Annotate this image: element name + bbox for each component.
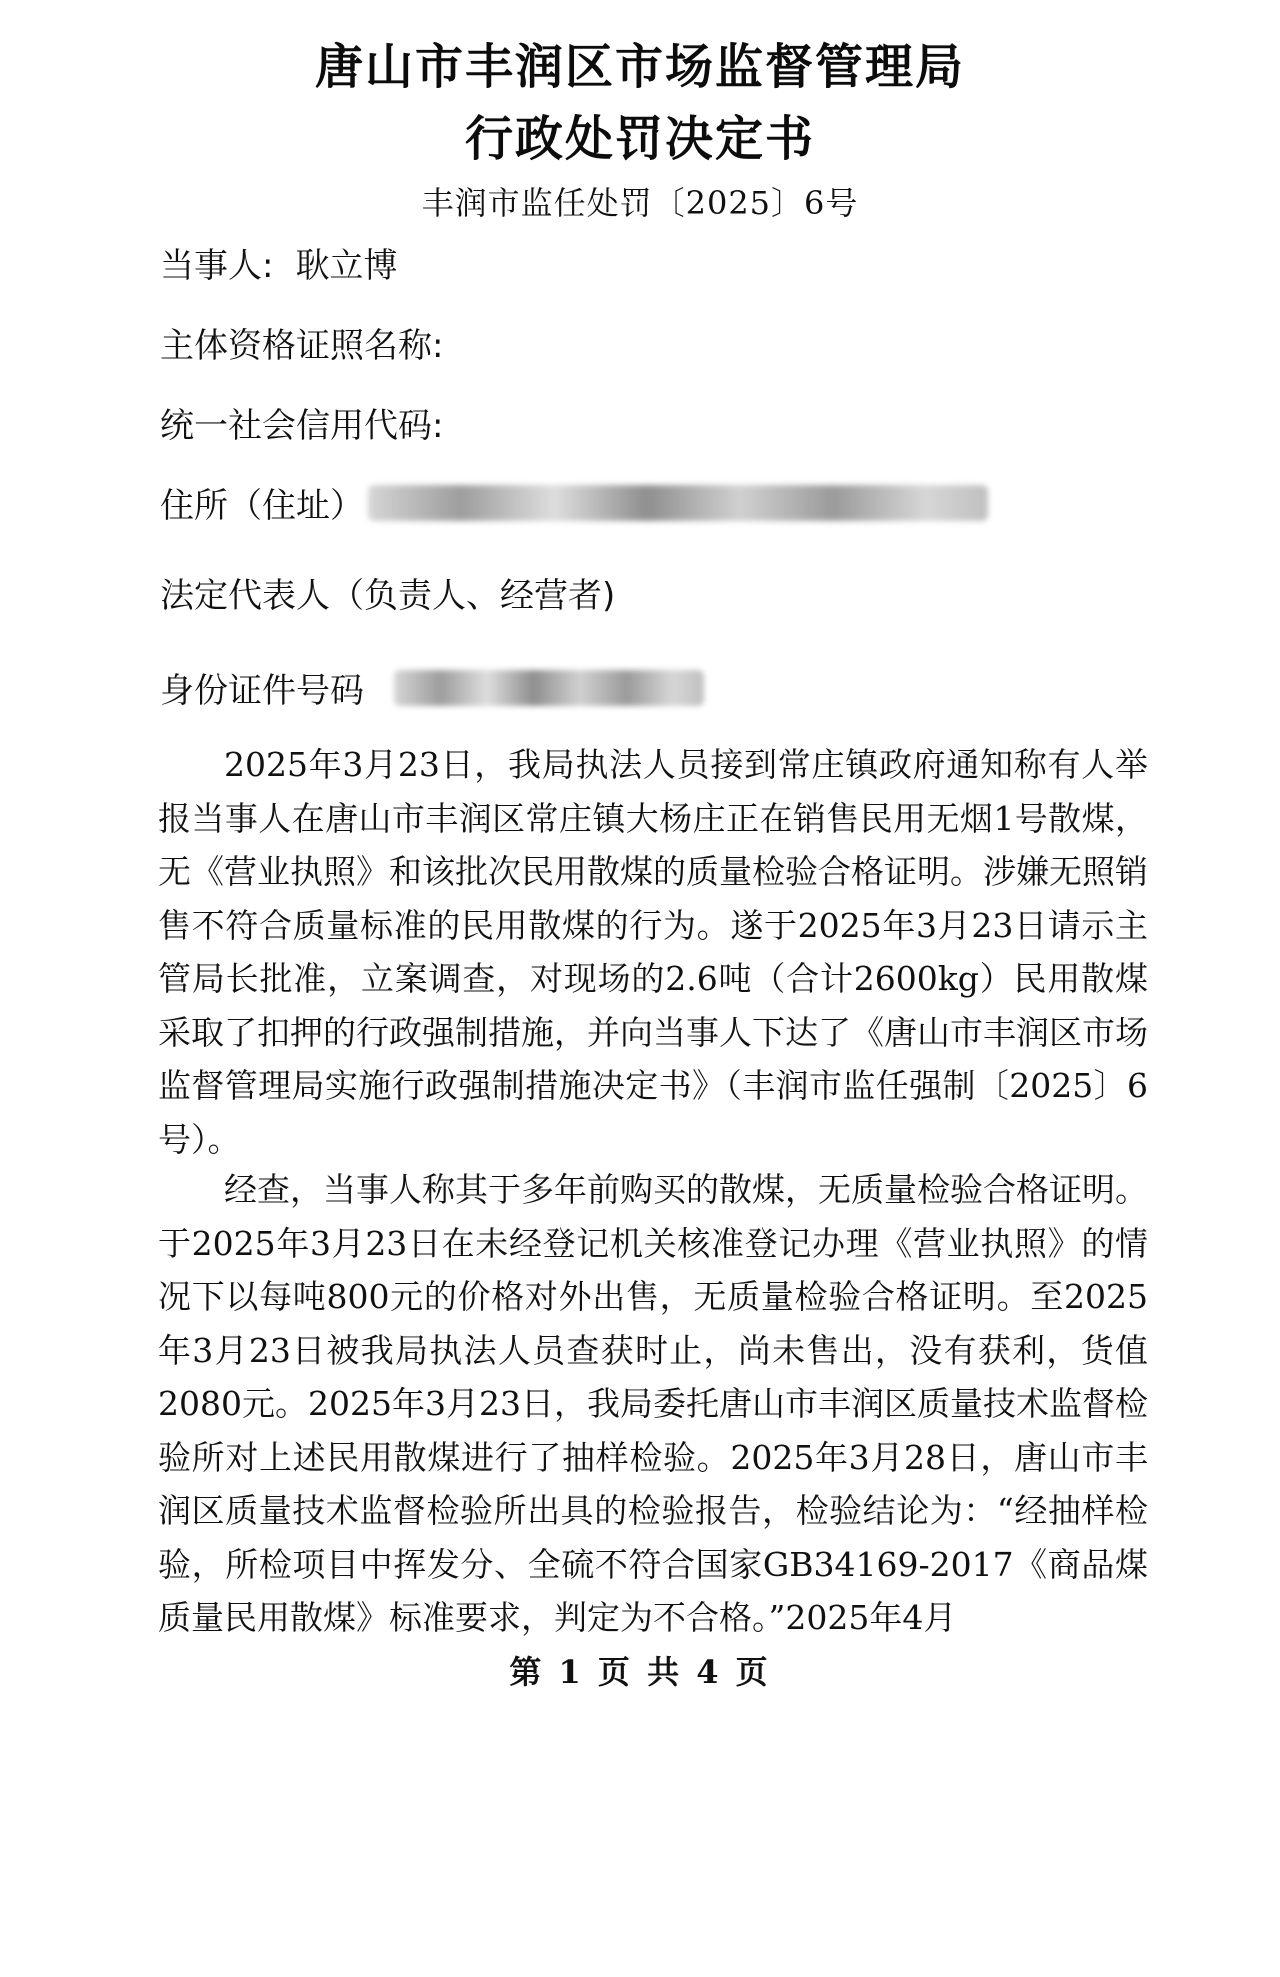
field-address (160, 478, 988, 527)
license-name-label: 主体资格证照名称: (160, 326, 444, 366)
address-label: 住所（住址） (160, 486, 364, 526)
credit-code-label: 统一社会信用代码: (160, 406, 444, 446)
field-party (160, 238, 397, 287)
id-number-label: 身份证件号码 (160, 671, 364, 711)
field-license-name (160, 318, 443, 367)
body-paragraph-2: 经查，当事人称其于多年前购买的散煤，无质量检验合格证明。于2025年3月23日在未经登记机关核准登记办理《营业执照》的情况下以每吨800元的价格对外出售，无质量检验合格证明。至2025年3月23日被我局执法人员查获时止，尚未售出，没有获利，货值2080元。2025年3月23日，我局委托唐山市丰润区质量技术监督检验所对上述民用散煤进行了抽样检验。2025年3月28日，唐山市丰润区质量技术监督检验所出具的检验报告，检验结论为：“经抽样检验，所检项目中挥发分、全硫不符合国家GB34169-2017《商品煤质量民用散煤》标准要求，判定为不合格。”2025年4月 (158, 1170, 1148, 1637)
body-paragraph-1: 2025年3月23日，我局执法人员接到常庄镇政府通知称有人举报当事人在唐山市丰润区常庄镇大杨庄正在销售民用无烟1号散煤，无《营业执照》和该批次民用散煤的质量检验合格证明。涉嫌无照销售不符合质量标准的民用散煤的行为。遂于2025年3月23日请示主管局长批准，立案调查，对现场的2.6吨（合计2600kg）民用散煤采取了扣押的行政强制措施，并向当事人下达了《唐山市丰润区市场监督管理局实施行政强制措施决定书》（丰润市监任强制〔2025〕6号）。 (158, 745, 1148, 1159)
legal-rep-label: 法定代表人（负责人、经营者) (160, 576, 616, 616)
document-title-type: 行政处罚决定书 (464, 111, 815, 167)
page-number: 第 1 页 共 4 页 (509, 1653, 771, 1691)
field-credit-code (160, 398, 443, 447)
document-number: 丰润市监任处罚〔2025〕6号 (421, 184, 859, 222)
redacted-id-blur (394, 670, 704, 706)
field-legal-rep (160, 568, 615, 617)
document-title-agency: 唐山市丰润区市场监督管理局 (314, 39, 965, 95)
party-label: 当事人: (160, 246, 274, 286)
field-id-number (160, 663, 704, 712)
party-value: 耿立博 (295, 246, 398, 286)
redacted-address-blur (368, 485, 988, 521)
